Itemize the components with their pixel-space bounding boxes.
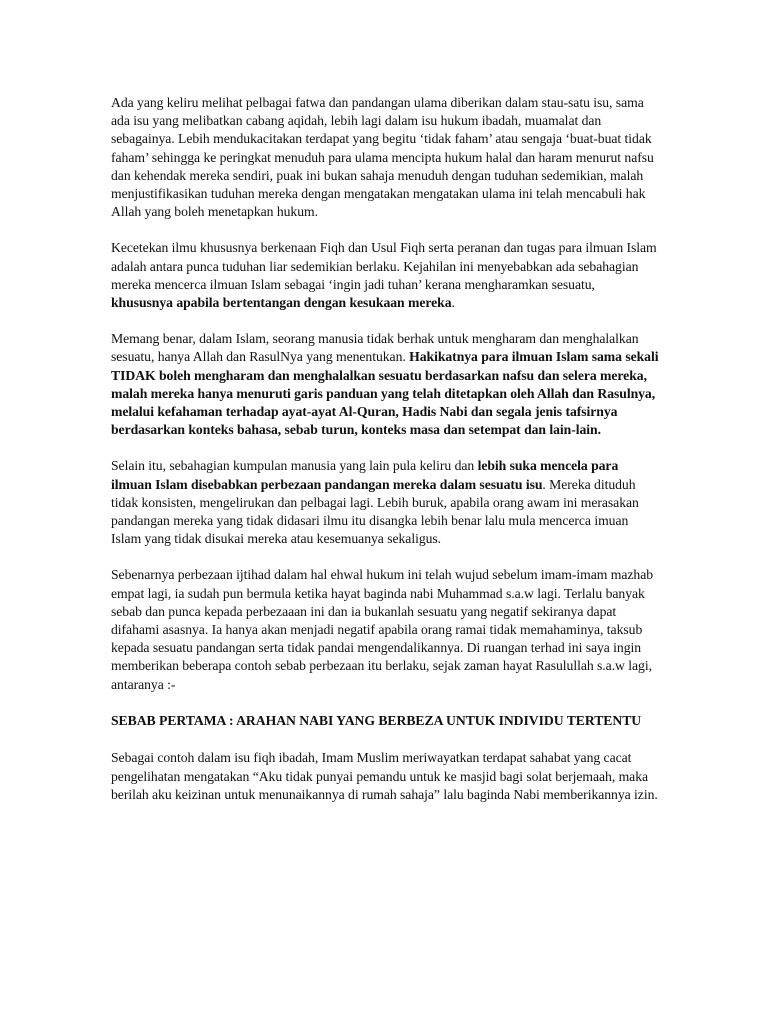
paragraph-2-tail: . <box>451 295 455 311</box>
paragraph-1-text: Ada yang keliru melihat pelbagai fatwa dan pandangan ulama diberikan dalam stau-satu isu, sama ada isu yang melibatkan cabang aqidah, lebih lagi dalam isu hukum ibadah, muamalat dan sebagainya. Lebih mendukacitakan terdapat yang begitu ‘tidak faham’ atau sengaja ‘buat-buat tidak faham’ sehingga ke peringkat menuduh para ulama mencipta hukum halal dan haram menurut nafsu dan kehendak mereka sendiri, puak ini bukan sahaja menuduh dengan tuduhan sedemikian, malah menjustifikasikan tuduhan mereka dengan mengatakan mengatakan ulama ini telah mencabuli hak Allah yang boleh menetapkan hukum. <box>111 95 654 220</box>
paragraph-3-bold: Hakikatnya para ilmuan Islam sama sekali TIDAK boleh mengharam dan menghalalkan sesuatu berdasarkan nafsu dan selera mereka, malah mereka hanya menuruti garis panduan yang telah ditetapkan oleh Allah dan Rasulnya, melalui kefahaman terhadap ayat-ayat Al-Quran, Hadis Nabi dan segala jenis tafsirnya berdasarkan konteks bahasa, sebab turun, konteks masa dan setempat dan lain-lain. <box>111 349 659 438</box>
paragraph-6 <box>111 749 659 804</box>
paragraph-4 <box>111 457 659 548</box>
paragraph-3-text: Memang benar, dalam Islam, seorang manusia tidak berhak untuk mengharam dan menghalalkan sesuatu, hanya Allah dan RasulNya yang menentukan. <box>111 331 639 365</box>
paragraph-5 <box>111 566 659 693</box>
section-heading: SEBAB PERTAMA : ARAHAN NABI YANG BERBEZA UNTUK INDIVIDU TERTENTU <box>111 712 642 728</box>
paragraph-6-text: Sebagai contoh dalam isu fiqh ibadah, Imam Muslim meriwayatkan terdapat sahabat yang cacat pengelihatan mengatakan “Aku tidak punyai pemandu untuk ke masjid bagi solat berjemaah, maka berilah aku keizinan untuk menunaikannya di rumah sahaja” lalu baginda Nabi memberikannya izin. <box>111 750 658 802</box>
paragraph-2-bold: khususnya apabila bertentangan dengan kesukaan mereka <box>111 295 452 311</box>
paragraph-4-bold: lebih suka mencela para ilmuan Islam disebabkan perbezaan pandangan mereka dalam sesuatu isu <box>111 458 619 492</box>
document-page <box>111 94 659 822</box>
paragraph-5-text: Sebenarnya perbezaan ijtihad dalam hal ehwal hukum ini telah wujud sebelum imam-imam mazhab empat lagi, ia sudah pun bermula ketika hayat baginda nabi Muhammad s.a.w lagi. Terlalu banyak sebab dan punca kepada perbezaaan ini dan ia bukanlah sesuatu yang negatif sekiranya dapat difahami asasnya. Ia hanya akan menjadi negatif apabila orang ramai tidak memahaminya, taksub kepada sesuatu pandangan serta tidak pandai mengendalikannya. Di ruangan terhad ini saya ingin memberikan beberapa contoh sebab perbezaan itu berlaku, sejak zaman hayat Rasulullah s.a.w lagi, antaranya :- <box>111 567 654 692</box>
paragraph-2 <box>111 239 659 312</box>
paragraph-4-text: Selain itu, sebahagian kumpulan manusia yang lain pula keliru dan <box>111 458 478 474</box>
paragraph-3 <box>111 330 659 439</box>
paragraph-1 <box>111 94 659 221</box>
paragraph-4-tail: . Mereka dituduh tidak konsisten, mengelirukan dan pelbagai lagi. Lebih buruk, apabila orang awam ini merasakan pandangan mereka yang tidak didasari ilmu itu disangka lebih benar lalu mula mencerca imuan Islam yang tidak disukai mereka atau kesemuanya sekaligus. <box>111 476 639 547</box>
paragraph-2-text: Kecetekan ilmu khususnya berkenaan Fiqh dan Usul Fiqh serta peranan dan tugas para ilmuan Islam adalah antara punca tuduhan liar sedemikian berlaku. Kejahilan ini menyebabkan ada sebahagian mereka mencerca ilmuan Islam sebagai ‘ingin jadi tuhan’ kerana mengharamkan sesuatu, <box>111 240 657 292</box>
